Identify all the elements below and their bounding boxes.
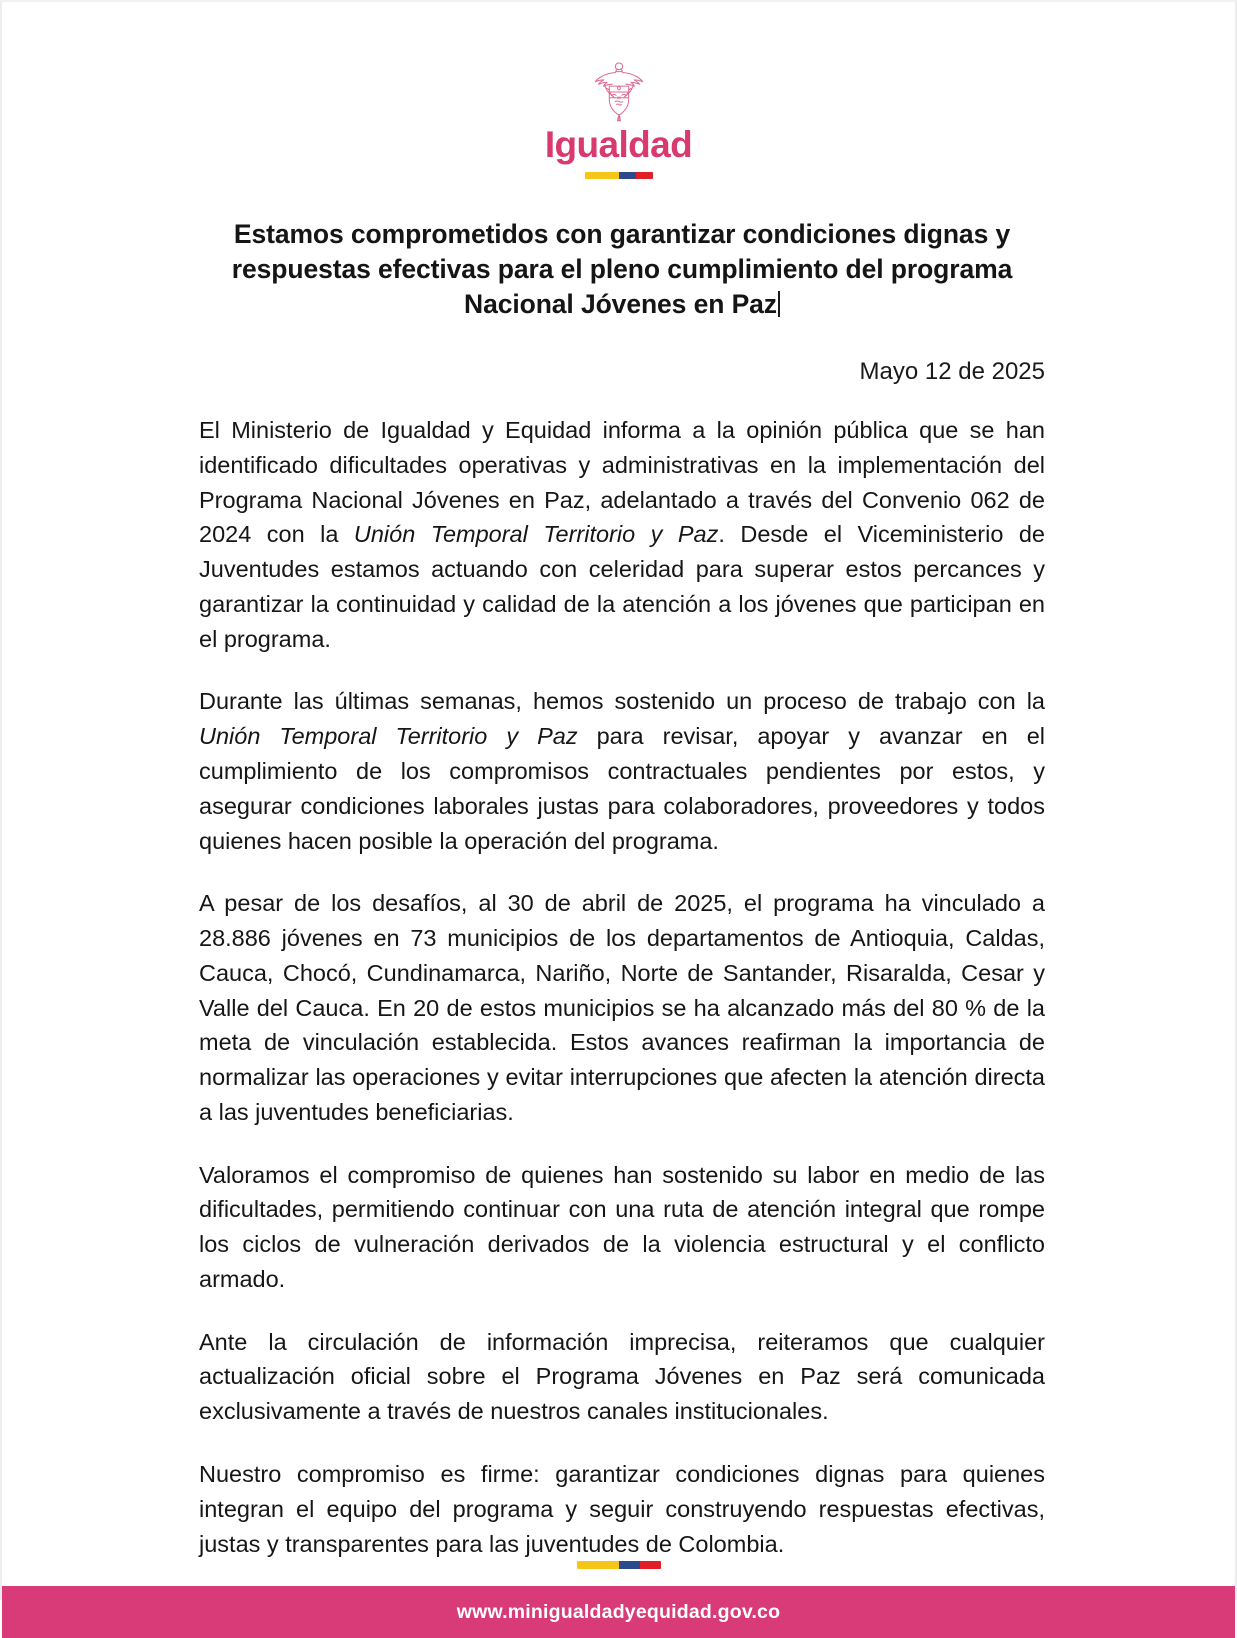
flag-stripe-red [636,172,653,179]
flag-stripe-blue [619,1561,640,1569]
flag-stripe-red [640,1561,661,1569]
paragraph-text: Valoramos el compromiso de quienes han sostenido su labor en medio de las dificultades, permitiendo continuar con una ruta de atención integral que rompe los ciclos de vulneración derivados de la violencia estructural y el conflicto armado. [199,1161,1045,1292]
colombia-flag-bar-icon [577,1561,661,1569]
flag-stripe-blue [619,172,636,179]
document-date: Mayo 12 de 2025 [859,357,1045,385]
body-paragraphs [199,413,1045,1561]
body-paragraph [199,1158,1045,1297]
letterhead [2,2,1235,179]
flag-stripe-yellow [585,172,619,179]
document-body [2,179,1235,1561]
body-paragraph [199,413,1045,656]
body-paragraph [199,1325,1045,1429]
paragraph-text: para revisar, apoyar y avanzar en el cumplimiento de los compromisos contractuales pendientes por estos, y asegurar condiciones laborales justas para colaboradores, proveedores y todos quienes hacen posible la operación del programa. [199,723,1045,854]
emphasised-text: Unión Temporal Territorio y Paz [199,723,578,750]
page-title-text: Estamos comprometidos con garantizar condiciones dignas y respuestas efectivas para el pleno cumplimiento del programa Nacional Jóvenes en Paz [231,219,1013,319]
flag-stripe-yellow [577,1561,619,1569]
page-title [199,217,1045,322]
paragraph-text: Nuestro compromiso es firme: garantizar condiciones dignas para quienes integran el equipo del programa y seguir construyendo respuestas efectivas, justas y transparentes para las juventudes de Colombia. [199,1461,1045,1557]
colombia-coat-of-arms-icon [590,60,648,122]
paragraph-text: Durante las últimas semanas, hemos sostenido un proceso de trabajo con la [199,688,1045,715]
igualdad-wordmark: Igualdad [544,124,693,165]
paragraph-text: El Ministerio de Igualdad y Equidad informa a la opinión pública que se han identificado dificultades operativas y administrativas en la implementación del Programa Nacional Jóvenes en Paz, adelantado a través del Convenio 062 de 2024 con la [199,417,1045,548]
footer-band [2,1586,1235,1638]
paragraph-text: . Desde el Viceministerio de Juventudes estamos actuando con celeridad para superar estos percances y garantizar la continuidad y calidad de la atención a los jóvenes que participan en el programa. [199,521,1045,652]
ministry-website-url: www.minigualdadyequidad.gov.co [456,1600,781,1623]
colombia-flag-bar-icon [585,172,653,179]
body-paragraph [199,1457,1045,1561]
emphasised-text: Unión Temporal Territorio y Paz [353,521,719,548]
body-paragraph [199,684,1045,858]
text-cursor-caret [778,291,780,317]
paragraph-text: Ante la circulación de información imprecisa, reiteramos que cualquier actualización oficial sobre el Programa Jóvenes en Paz será comunicada exclusivamente a través de nuestros canales institucionales. [199,1328,1045,1425]
paragraph-text: A pesar de los desafíos, al 30 de abril de 2025, el programa ha vinculado a 28.886 jóvenes en 73 municipios de los departamentos de Antioquia, Caldas, Cauca, Chocó, Cundinamarca, Nariño, Norte de Santander, Risaralda, Cesar y Valle del Cauca. En 20 de estos municipios se ha alcanzado más del 80 % de la meta de vinculación establecida. Estos avances reafirman la importancia de normalizar las operaciones y evitar interrupciones que afecten la atención directa a las juventudes beneficiarias. [199,890,1045,1125]
body-paragraph [199,886,1045,1129]
